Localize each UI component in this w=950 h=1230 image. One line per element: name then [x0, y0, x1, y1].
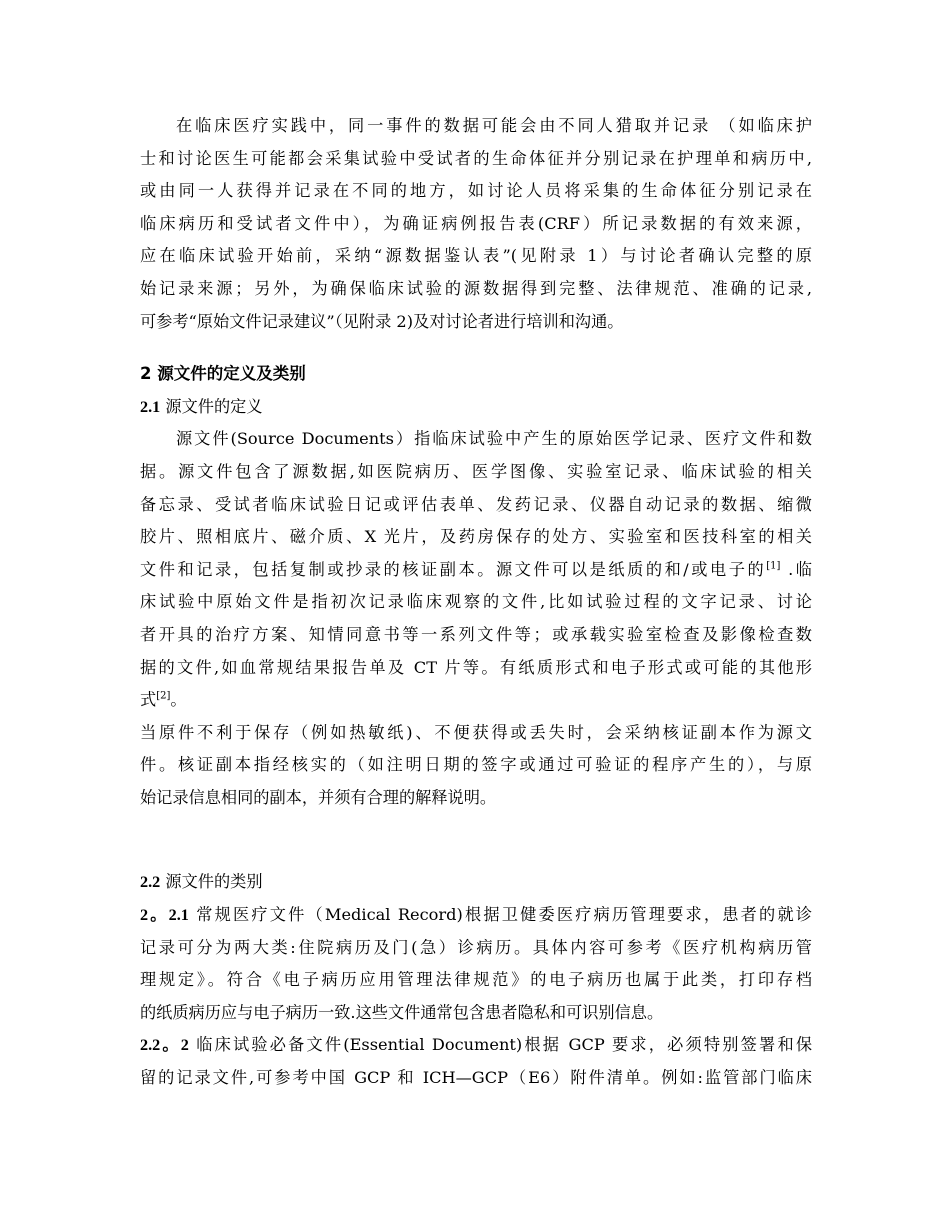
paragraph-line: 胶片、照相底片、磁介质、X 光片，及药房保存的处方、实验室和医技科室的相关 — [140, 527, 812, 547]
paragraph-line: 可参考“原始文件记录建议”（见附录 2)及对讨论者进行培训和沟通。 — [140, 311, 624, 331]
paragraph-line: 理规定》。符合《电子病历应用管理法律规范》的电子病历也属于此类，打印存档 — [140, 970, 812, 990]
category-item-2-2-1 — [140, 899, 812, 1029]
line-text: 文件和记录，包括复制或抄录的核证副本。源文件可以是纸质的和/或电子的 — [140, 559, 767, 579]
paragraph-line: 留的记录文件,可参考中国 GCP 和 ICH—GCP（E6）附件清单。例如:监管部门临床 — [140, 1068, 812, 1088]
line-text: 式 — [140, 690, 157, 710]
paragraph-line: 据。源文件包含了源数据,如医院病历、医学图像、实验室记录、临床试验的相关 — [140, 461, 812, 481]
paragraph-line: 的纸质病历应与电子病历一致.这些文件通常包含患者隐私和可识别信息。 — [140, 1002, 664, 1022]
paragraph-line: 源文件(Source Documents）指临床试验中产生的原始医学记录、医疗文件和数 — [176, 429, 812, 449]
line-text: .临 — [780, 559, 812, 579]
paragraph-line — [140, 899, 812, 932]
category-item-2-2-2 — [140, 1029, 812, 1094]
section-heading: 2 源文件的定义及类别 — [140, 364, 306, 384]
subsection-number: 2.2 — [140, 873, 161, 892]
subsection-heading-2-1 — [140, 391, 812, 424]
intro-paragraph — [140, 110, 812, 338]
line-text: 临床试验必备文件(Essential Document)根据 GCP 要求，必须特别签署和保 — [188, 1035, 813, 1055]
spacer — [140, 846, 812, 866]
item-number: 2。2.1 — [140, 906, 189, 925]
document-page — [140, 110, 812, 1095]
spacer — [140, 814, 812, 846]
paragraph-line: 记录可分为两大类:住院病历及门(急）诊病历。具体内容可参考《医疗机构病历管 — [140, 937, 812, 957]
paragraph-line: 者开具的治疗方案、知情同意书等一系列文件等；或承载实验室检查及影像检查数 — [140, 624, 812, 644]
paragraph-line: 备忘录、受试者临床试验日记或评估表单、发药记录、仪器自动记录的数据、缩微 — [140, 494, 812, 514]
item-number: 2.2。2 — [140, 1036, 189, 1055]
paragraph-line: 士和讨论医生可能都会采集试验中受试者的生命体征并分别记录在护理单和病历中, — [140, 148, 812, 168]
paragraph-line-with-ref — [140, 554, 812, 587]
paragraph-line: 床试验中原始文件是指初次记录临床观察的文件,比如试验过程的文字记录、讨论 — [140, 592, 812, 612]
paragraph-line: 当原件不利于保存（例如热敏纸)、不便获得或丢失时，会采纳核证副本作为源文 — [140, 722, 812, 742]
citation-ref-2: [2] — [156, 690, 171, 702]
subsection-heading-2-2 — [140, 866, 812, 899]
paragraph-line — [140, 1029, 812, 1062]
subsection-number: 2.1 — [140, 397, 161, 416]
paragraph-line: 临床病历和受试者文件中），为确证病例报告表(CRF）所记录数据的有效来源， — [140, 213, 812, 233]
paragraph-line-with-ref — [140, 684, 812, 717]
citation-ref-1: [1] — [766, 560, 781, 572]
definition-paragraph — [140, 423, 812, 814]
paragraph-line: 始记录信息相同的副本，并须有合理的解释说明。 — [140, 787, 497, 807]
line-text: 常规医疗文件（Medical Record)根据卫健委医疗病历管理要求，患者的就诊 — [188, 905, 813, 925]
spacer — [140, 338, 812, 358]
paragraph-line: 应在临床试验开始前，采纳“源数据鉴认表”(见附录 1）与讨论者确认完整的原 — [140, 246, 812, 266]
subsection-title: 源文件的定义 — [160, 396, 263, 416]
subsection-title: 源文件的类别 — [160, 872, 263, 892]
paragraph-line: 或由同一人获得并记录在不同的地方，如讨论人员将采集的生命体征分别记录在 — [140, 181, 812, 201]
line-text: 。 — [170, 690, 187, 710]
paragraph-line: 在临床医疗实践中，同一事件的数据可能会由不同人猎取并记录 （如临床护 — [176, 116, 812, 135]
paragraph-line: 据的文件,如血常规结果报告单及 CT 片等。有纸质形式和电子形式或可能的其他形 — [140, 657, 812, 677]
paragraph-line: 始记录来源；另外，为确保临床试验的源数据得到完整、法律规范、准确的记录, — [140, 278, 812, 298]
paragraph-line: 件。核证副本指经核实的（如注明日期的签字或通过可验证的程序产生的），与原 — [140, 755, 812, 775]
